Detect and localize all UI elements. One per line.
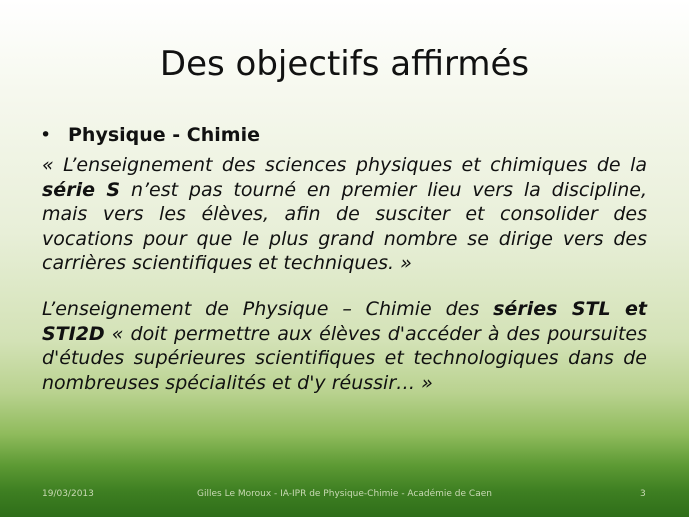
paragraph1-text-end: n’est pas tourné en premier lieu vers la discipline, mais vers les élèves, afin de susciter et consolider des vocations pour que le plus grand nombre se dirige vers des carrières scientifiques et techniques. » — [42, 178, 648, 274]
slide-title: Des objectifs affirmés — [159, 44, 530, 84]
bullet-symbol: • — [40, 124, 52, 146]
quote-paragraph-stl-sti2d — [42, 297, 647, 395]
footer-page-number: 3 — [640, 489, 646, 499]
bullet-heading: Physique - Chimie — [68, 124, 260, 146]
footer-author: Gilles Le Moroux - IA-IPR de Physique-Chimie - Académie de Caen — [197, 489, 492, 499]
footer-date: 19/03/2013 — [42, 489, 94, 499]
quote-paragraph-serie-s — [42, 153, 647, 276]
paragraph1-bold-term: série S — [42, 178, 121, 201]
bullet-item — [40, 124, 260, 146]
paragraph1-text-start: « L’enseignement des sciences physiques et chimiques de la — [42, 154, 647, 176]
paragraph2-text-start: L’enseignement de Physique – Chimie des — [42, 298, 494, 320]
paragraph2-text-end: « doit permettre aux élèves d'accéder à des poursuites d'études supérieures scientifiques et technologiques dans de nombreuses spécialités et d'y réussir… » — [42, 322, 647, 394]
paragraph2-bold-term: séries STL et STI2D — [42, 298, 647, 345]
